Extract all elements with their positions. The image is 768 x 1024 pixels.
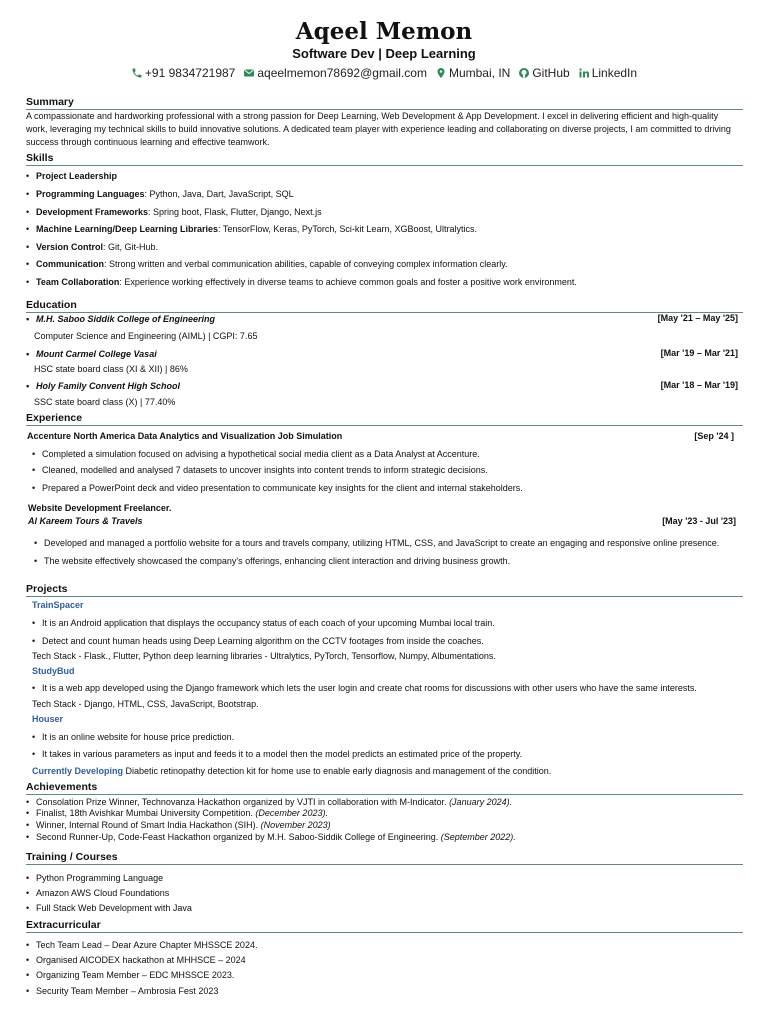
- contact-email[interactable]: [243, 66, 427, 80]
- candidate-name: Aqeel Memon: [295, 18, 473, 45]
- summary-text: A compassionate and hardworking professional with a strong passion for Deep Learning, Web Development & App Development. I excel in delivering efficient and high-quality work, leveraging my technical skills to build innovative solutions. A dedicated team player with experience leading and collaborating on diverse projects, I am committed to driving success through continuous learning and effective teamwork.: [26, 111, 731, 147]
- education-detail: Computer Science and Engineering (AIML) | CGPI: 7.65: [34, 331, 258, 341]
- experience-date: [Sep '24 ]: [694, 431, 734, 441]
- experience-heading: Experience: [26, 412, 743, 426]
- skills-heading: Skills: [26, 152, 743, 166]
- project-title-studybud[interactable]: StudyBud: [32, 666, 75, 676]
- extracurricular-heading: Extracurricular: [26, 919, 743, 933]
- experience-bullet: • The website effectively showcased the company's offerings, enhancing client interaction and driving business growth.: [34, 556, 511, 566]
- education-school: • Holy Family Convent High School: [26, 381, 181, 391]
- contact-location-text: Mumbai, IN: [448, 66, 511, 80]
- contact-phone[interactable]: [131, 66, 235, 80]
- education-detail: SSC state board class (X) | 77.40%: [34, 397, 176, 407]
- experience-title: Website Development Freelancer.: [28, 503, 172, 513]
- project-bullet: • It takes in various parameters as input and feeds it to a model then the model predicts an estimated price of the property.: [32, 749, 523, 759]
- project-bullet: • Detect and count human heads using Deep Learning algorithm on the CCTV footages from inside the coaches.: [32, 636, 484, 646]
- experience-bullet: • Cleaned, modelled and analysed 7 datasets to uncover insights into content trends to inform strategic decisions.: [32, 465, 488, 475]
- training-heading: Training / Courses: [26, 851, 743, 865]
- skill-item: • Programming Languages: Python, Java, Dart, JavaScript, SQL: [26, 189, 294, 199]
- contact-linkedin-link[interactable]: [578, 66, 637, 80]
- education-school: • Mount Carmel College Vasai: [26, 349, 157, 359]
- skill-item: • Version Control: Git, Git-Hub.: [26, 242, 159, 252]
- experience-bullet: • Prepared a PowerPoint deck and video presentation to communicate key insights for the client and internal stakeholders.: [32, 483, 523, 493]
- training-item: • Full Stack Web Development with Java: [26, 903, 192, 913]
- project-bullet: • It is a web app developed using the Django framework which lets the user login and create chat rooms for discussions with other users who have the same interests.: [32, 683, 697, 693]
- skill-item: • Machine Learning/Deep Learning Libraries: TensorFlow, Keras, PyTorch, Sci-kit Learn, XGBoost, Ultralytics.: [26, 224, 477, 234]
- linkedin-icon: [578, 67, 592, 79]
- github-icon: [518, 67, 532, 79]
- extracurricular-item: • Security Team Member – Ambrosia Fest 2023: [26, 986, 219, 996]
- contact-linkedin-text: LinkedIn: [591, 66, 638, 80]
- achievements-heading: Achievements: [26, 781, 743, 795]
- project-tech-stack: Tech Stack - Flask., Flutter, Python deep learning libraries - Ultralytics, PyTorch, Tensorflow, Numpy, Albumentations.: [32, 651, 496, 661]
- education-date: [May '21 – May '25]: [657, 313, 738, 323]
- achievement-item: • Winner, Internal Round of Smart India Hackathon (SIH). (November 2023): [26, 820, 331, 830]
- summary-heading: Summary: [26, 96, 743, 110]
- education-heading: Education: [26, 299, 743, 313]
- projects-heading: Projects: [26, 583, 743, 597]
- candidate-tagline: Software Dev | Deep Learning: [292, 46, 476, 61]
- training-item: • Python Programming Language: [26, 873, 164, 883]
- project-title-trainspacer[interactable]: TrainSpacer: [32, 600, 84, 610]
- contact-bar: [0, 66, 768, 80]
- experience-title: Accenture North America Data Analytics and Visualization Job Simulation: [27, 431, 343, 441]
- achievement-item: • Finalist, 18th Avishkar Mumbai University Competition. (December 2023).: [26, 808, 328, 818]
- experience-subtitle: Al Kareem Tours & Travels: [28, 516, 143, 526]
- project-bullet: • It is an Android application that displays the occupancy status of each coach of your upcoming Mumbai local train.: [32, 618, 495, 628]
- contact-location: [435, 66, 510, 80]
- project-bullet: • It is an online website for house price prediction.: [32, 732, 235, 742]
- experience-bullet: • Completed a simulation focused on advising a hypothetical social media client as a Data Analyst at Accenture.: [32, 449, 480, 459]
- contact-phone-text: +91 9834721987: [144, 66, 236, 80]
- education-date: [Mar '18 – Mar '19]: [660, 380, 738, 390]
- project-title-houser[interactable]: Houser: [32, 714, 64, 724]
- contact-email-text: aqeelmemon78692@gmail.com: [257, 66, 427, 80]
- experience-bullet: • Developed and managed a portfolio website for a tours and travels company, utilizing HTML, CSS, and JavaScript to create an engaging and responsive online presence.: [34, 538, 720, 548]
- training-item: • Amazon AWS Cloud Foundations: [26, 888, 170, 898]
- education-school: • M.H. Saboo Siddik College of Engineering: [26, 314, 216, 324]
- extracurricular-item: • Organizing Team Member – EDC MHSSCE 2023.: [26, 970, 235, 980]
- experience-date: [May '23 - Jul '23]: [662, 516, 736, 526]
- education-date: [Mar '19 – Mar '21]: [660, 348, 738, 358]
- phone-icon: [131, 67, 145, 79]
- contact-github-text: GitHub: [532, 66, 570, 80]
- achievement-item: • Second Runner-Up, Code-Feast Hackathon organized by M.H. Saboo-Siddik College of Engineering. (September 2022).: [26, 832, 516, 842]
- skill-item: • Communication: Strong written and verbal communication abilities, capable of conveying complex information clearly.: [26, 259, 508, 269]
- currently-developing: Currently Developing Diabetic retinopathy detection kit for home use to enable early diagnosis and management of the condition.: [32, 766, 552, 776]
- skill-item: • Development Frameworks: Spring boot, Flask, Flutter, Django, Next.js: [26, 207, 322, 217]
- contact-github-link[interactable]: [518, 66, 569, 80]
- project-tech-stack: Tech Stack - Django, HTML, CSS, JavaScript, Bootstrap.: [32, 699, 259, 709]
- achievement-item: • Consolation Prize Winner, Technovanza Hackathon organized by VJTI in collaboration with M-Indicator. (January 2024).: [26, 797, 513, 807]
- skill-item: • Project Leadership: [26, 171, 118, 181]
- location-pin-icon: [435, 67, 449, 79]
- extracurricular-item: • Organised AICODEX hackathon at MHHSCE – 2024: [26, 955, 246, 965]
- mail-icon: [243, 67, 257, 79]
- extracurricular-item: • Tech Team Lead – Dear Azure Chapter MHSSCE 2024.: [26, 940, 258, 950]
- education-detail: HSC state board class (XI & XII) | 86%: [34, 364, 188, 374]
- skill-item: • Team Collaboration: Experience working effectively in diverse teams to achieve common goals and foster a positive work environment.: [26, 277, 577, 287]
